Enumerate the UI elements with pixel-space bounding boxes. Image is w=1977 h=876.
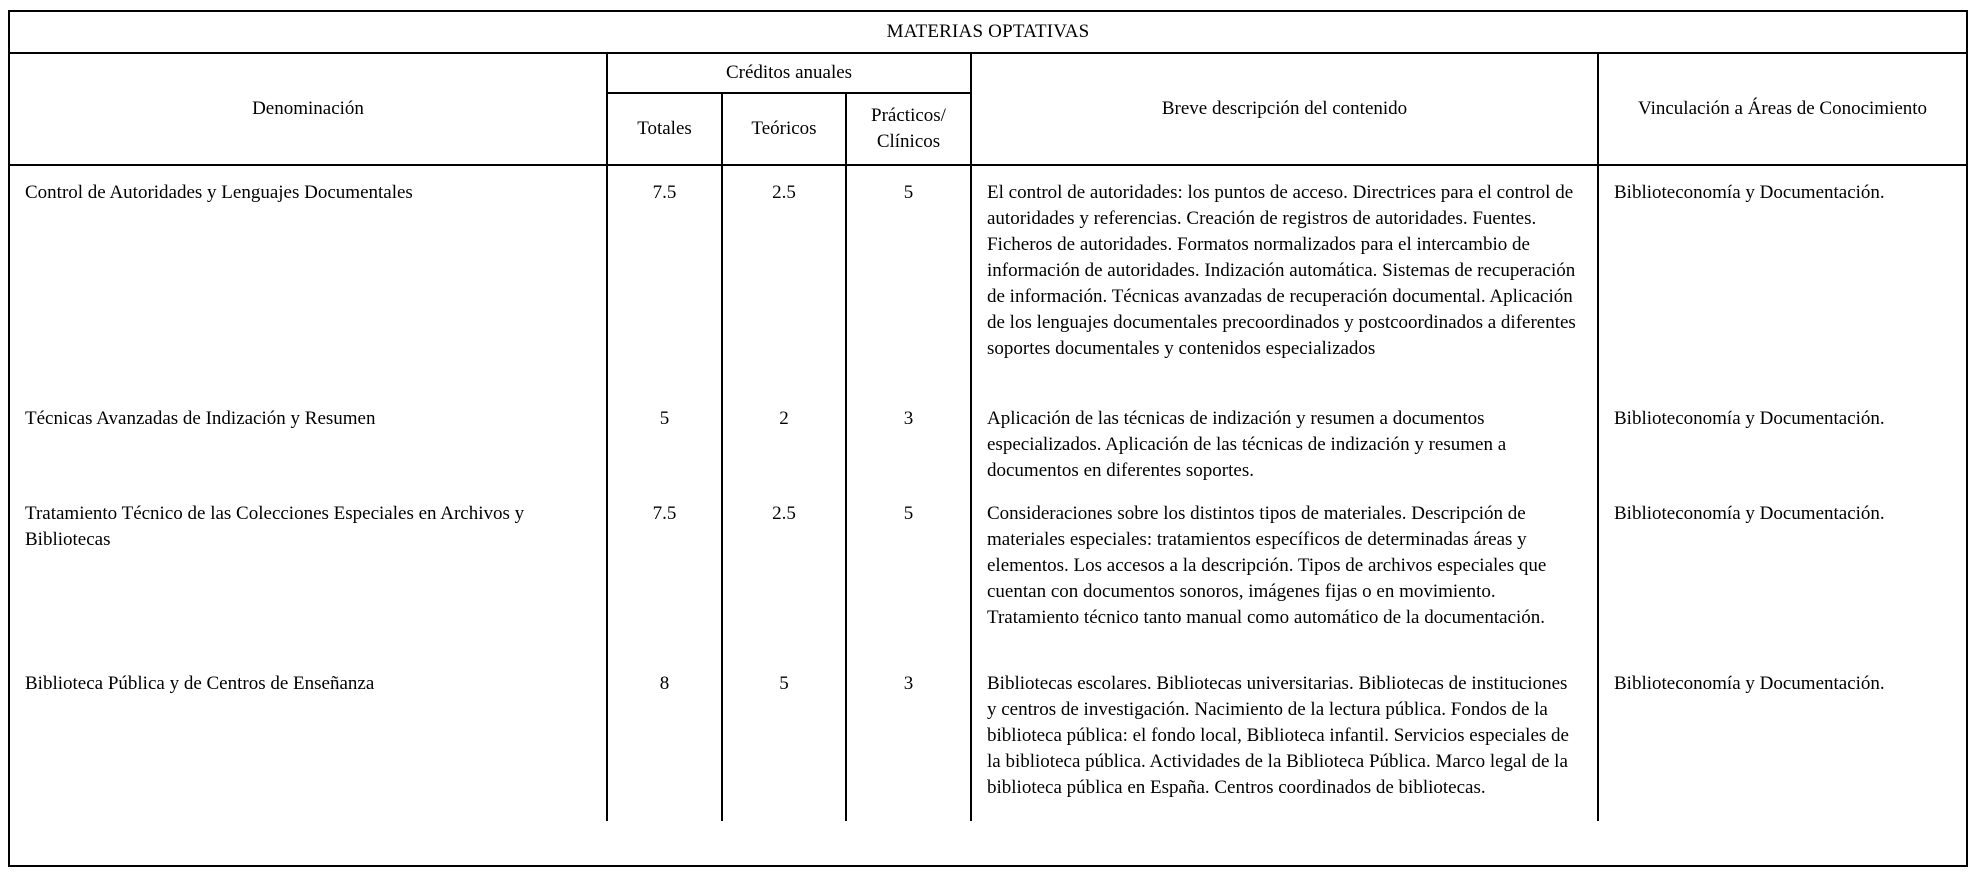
row-practicos: 3: [846, 402, 971, 497]
table-row: [10, 402, 1966, 497]
row-descripcion: El control de autoridades: los puntos de acceso. Directrices para el control de autoridades y referencias. Creación de registros de autoridades. Fuentes. Ficheros de autoridades. Formatos normalizados para el intercambio de información de autoridades. Indización automática. Sistemas de recuperación de información. Técnicas avanzadas de recuperación documental. Aplicación de los lenguajes documentales precoordinados y postcoordinados a diferentes soportes documentales y contenidos especializados: [971, 165, 1598, 402]
row-descripcion: Aplicación de las técnicas de indización y resumen a documentos especializados. Aplicación de las técnicas de indización y resumen a documentos en diferentes soportes.: [971, 402, 1598, 497]
table-frame: [8, 10, 1968, 867]
row-vinculacion: Biblioteconomía y Documentación.: [1614, 182, 1885, 203]
row-teoricos: 2.5: [722, 165, 846, 402]
table-row: [10, 667, 1966, 821]
row-descripcion: Consideraciones sobre los distintos tipos de materiales. Descripción de materiales especiales: tratamientos específicos de determinadas áreas y elementos. Los accesos a la descripción. Tipos de archivos especiales que cuentan con documentos sonoros, imágenes fijas o en movimiento. Tratamiento técnico tanto manual como automático de la documentación.: [971, 497, 1598, 667]
header-descripcion: Breve descripción del contenido: [971, 53, 1598, 165]
row-vinculacion: Biblioteconomía y Documentación.: [1614, 408, 1885, 429]
row-denominacion: Biblioteca Pública y de Centros de Enseñanza: [10, 667, 607, 821]
row-descripcion: Bibliotecas escolares. Bibliotecas universitarias. Bibliotecas de instituciones y centros de investigación. Nacimiento de la lectura pública. Fondos de la biblioteca pública: el fondo local, Biblioteca infantil. Servicios especiales de la biblioteca pública. Actividades de la Biblioteca Pública. Marco legal de la biblioteca pública en España. Centros coordinados de bibliotecas.: [971, 667, 1598, 821]
table-row: [10, 165, 1966, 402]
row-teoricos: 5: [722, 667, 846, 821]
header-teoricos: Teóricos: [722, 93, 846, 165]
header-practicos-line1: Prácticos/: [871, 105, 946, 126]
row-teoricos: 2: [722, 402, 846, 497]
header-practicos-line2: Clínicos: [876, 131, 941, 152]
row-totales: 8: [607, 667, 722, 821]
materias-optativas-table: [10, 12, 1966, 821]
table-title: MATERIAS OPTATIVAS: [10, 12, 1966, 53]
row-totales: 5: [607, 402, 722, 497]
header-totales: Totales: [607, 93, 722, 165]
row-practicos: 3: [846, 667, 971, 821]
header-practicos: [846, 93, 971, 165]
row-vinculacion: Biblioteconomía y Documentación.: [1614, 673, 1885, 694]
row-practicos: 5: [846, 497, 971, 667]
row-practicos: 5: [846, 165, 971, 402]
row-totales: 7.5: [607, 165, 722, 402]
row-denominacion: Técnicas Avanzadas de Indización y Resumen: [10, 402, 607, 497]
row-denominacion: Control de Autoridades y Lenguajes Documentales: [10, 165, 607, 402]
row-totales: 7.5: [607, 497, 722, 667]
row-teoricos: 2.5: [722, 497, 846, 667]
header-vinculacion: Vinculación a Áreas de Conocimiento: [1598, 53, 1966, 165]
header-denominacion: Denominación: [10, 53, 607, 165]
row-vinculacion: Biblioteconomía y Documentación.: [1614, 503, 1885, 524]
header-creditos-anuales: Créditos anuales: [607, 53, 971, 93]
table-row: [10, 497, 1966, 667]
row-denominacion: Tratamiento Técnico de las Colecciones Especiales en Archivos y Bibliotecas: [10, 497, 607, 667]
